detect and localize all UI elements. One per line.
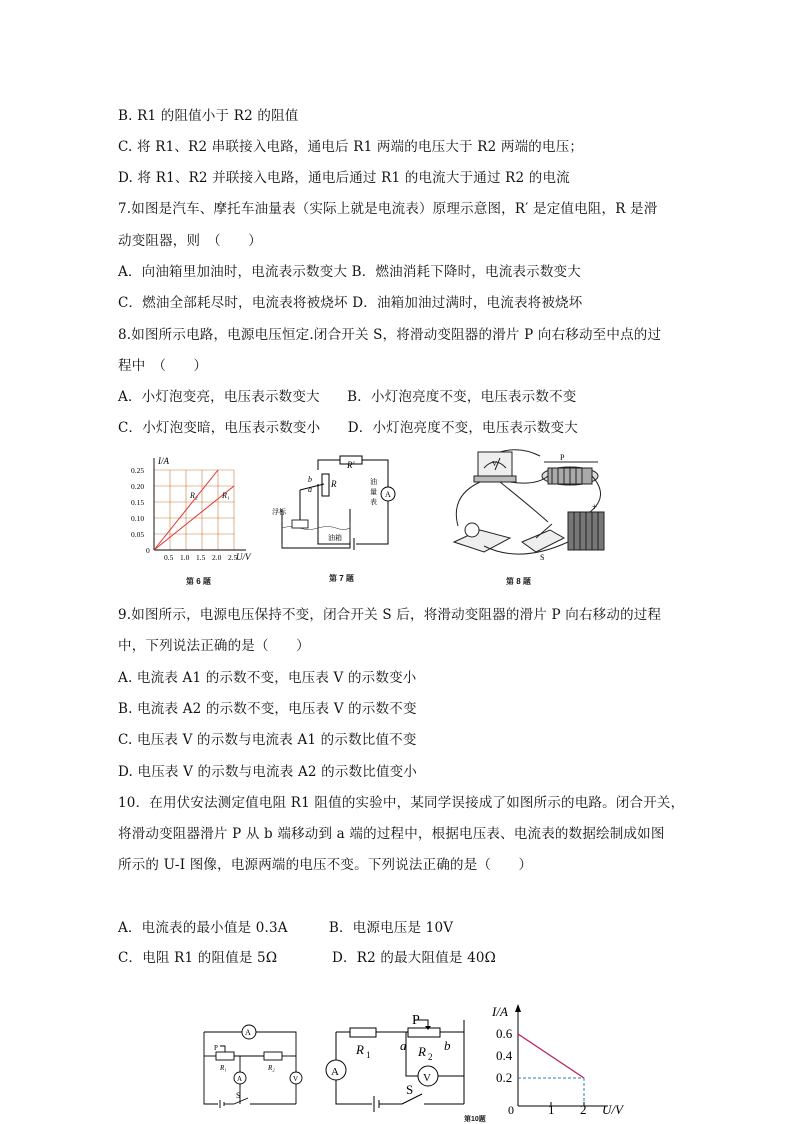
q8-stem-2: 程中 （ ） — [118, 358, 208, 374]
q10-stem-1: 10．在用伏安法测定值电阻 R1 阻值的实验中，某同学误接成了如图所示的电路。闭合开关， — [118, 795, 685, 811]
figure-7 — [270, 454, 410, 572]
y-tick: 0.25 — [131, 466, 145, 475]
q6-option-c: C. 将 R1、R2 串联接入电路，通电后 R1 两端的电压大于 R2 两端的电压； — [118, 139, 584, 155]
q8-options-ab: A．小灯泡变亮，电压表示数变大 B．小灯泡亮度不变，电压表示数不变 — [118, 389, 577, 405]
y-axis-label: I/A — [158, 456, 169, 466]
voltmeter-label: V — [423, 1072, 431, 1084]
q6-option-d: D. 将 R1、R2 并联接入电路，通电后通过 R1 的电流大于通过 R2 的电流 — [118, 170, 570, 186]
x-tick: 0 — [508, 1103, 514, 1116]
x-tick: 1 — [548, 1102, 555, 1116]
q6-option-b: B. R1 的阻值小于 R2 的阻值 — [118, 108, 299, 124]
q9-stem-2: 中，下列说法正确的是（ ） — [118, 638, 310, 654]
r1-subscript: 1 — [366, 1050, 371, 1060]
q7-stem-1: 7.如图是汽车、摩托车油量表（实际上就是电流表）原理示意图，R′ 是定值电阻，R 是滑 — [118, 201, 658, 217]
r2-subscript: 2 — [428, 1052, 433, 1062]
r-prime-label: R′ — [347, 460, 355, 470]
tank-label: 油箱 — [328, 534, 342, 542]
q9-option-c: C. 电压表 V 的示数与电流表 A1 的示数比值不变 — [118, 732, 417, 748]
q9-stem-1: 9.如图所示，电源电压保持不变，闭合开关 S 后，将滑动变阻器的滑片 P 向右移动的过程 — [118, 607, 662, 623]
meter-label: 油 — [370, 478, 377, 486]
x-tick: 0.5 — [164, 553, 174, 562]
a-label: a — [308, 485, 312, 494]
r2-label: R₂ — [190, 491, 198, 500]
float-label: 浮标 — [272, 508, 286, 516]
figure-6 — [128, 452, 258, 577]
q10-stem-3: 所示的 U-I 图像，电源两端的电压不变。下列说法正确的是（ ） — [118, 857, 533, 873]
figure-10-circuit — [322, 1012, 472, 1116]
slider-p-label: P — [214, 1044, 218, 1052]
x-tick: 1.5 — [196, 553, 206, 562]
float-icon — [292, 520, 308, 528]
switch-label: S — [540, 553, 545, 562]
plus-label: + — [592, 502, 598, 512]
x-tick: 2.5 — [228, 553, 238, 562]
r2-label: R — [418, 1044, 426, 1059]
q8-stem-1: 8.如图所示电路，电源电压恒定.闭合开关 S，将滑动变阻器的滑片 P 向右移动至中点的过 — [118, 327, 662, 343]
q10-stem-2: 将滑动变阻器滑片 P 从 b 端移动到 a 端的过程中，根据电压表、电流表的数据绘制成如图 — [118, 826, 665, 842]
r2-label: R₂ — [268, 1064, 275, 1072]
x-axis-label: U/V — [236, 552, 251, 562]
ammeter-label: A — [385, 490, 391, 499]
y-axis-label: I/A — [492, 1004, 508, 1019]
y-tick: 0.6 — [496, 1026, 513, 1041]
y-tick: 0 — [146, 546, 150, 555]
voltmeter-label: V — [492, 460, 498, 468]
y-tick: 0.15 — [131, 498, 145, 507]
b-end-label: b — [444, 1038, 451, 1053]
a-end-label: a — [400, 1038, 407, 1053]
ammeter-label: A — [331, 1066, 339, 1078]
r1-label: R — [356, 1042, 364, 1057]
x-axis-label: U/V — [602, 1102, 623, 1116]
meter-label: 量 — [370, 488, 377, 496]
q7-stem-2: 动变阻器，则 （ ） — [118, 233, 262, 249]
q7-options-ab: A．向油箱里加油时，电流表示数变大 B．燃油消耗下降时，电流表示数变大 — [118, 264, 581, 280]
figure-6-caption: 第 6 题 — [186, 577, 211, 586]
q9-option-a: A. 电流表 A1 的示数不变，电压表 V 的示数变小 — [118, 670, 417, 686]
figure-8-caption: 第 8 题 — [506, 577, 531, 586]
figure-8 — [440, 446, 612, 574]
ammeter-a1-label: A — [245, 1028, 251, 1037]
x-tick: 2 — [580, 1102, 587, 1116]
q10-options-ab: A．电流表的最小值是 0.3A B．电源电压是 10V — [118, 920, 454, 936]
switch-label: S — [236, 1091, 241, 1100]
q7-options-cd: C．燃油全部耗尽时，电流表将被烧坏 D．油箱加油过满时，电流表将被烧坏 — [118, 295, 583, 311]
r1-label: R₁ — [220, 1064, 227, 1072]
q10-options-cd: C．电阻 R1 的阻值是 5Ω D．R2 的最大阻值是 40Ω — [118, 950, 497, 966]
r-label: R — [331, 479, 337, 489]
y-tick: 0.05 — [131, 530, 145, 539]
y-tick: 0.20 — [131, 482, 145, 491]
figure-10-graph — [484, 1000, 634, 1116]
grid — [154, 470, 234, 550]
q9-option-d: D. 电压表 V 的示数与电流表 A2 的示数比值变小 — [118, 764, 418, 780]
figure-9 — [196, 1016, 306, 1116]
x-tick: 1.0 — [180, 553, 190, 562]
slider-p-label: P — [412, 1013, 420, 1028]
y-tick: 0.2 — [496, 1070, 513, 1085]
x-tick: 2.0 — [212, 553, 222, 562]
y-tick: 0.4 — [496, 1048, 513, 1063]
q8-options-cd: C．小灯泡变暗，电压表示数变小 D．小灯泡亮度不变，电压表示数变大 — [118, 420, 578, 436]
b-label: b — [308, 475, 312, 484]
r1-label: R₁ — [222, 491, 230, 500]
y-tick: 0.10 — [131, 514, 145, 523]
meter-label: 表 — [370, 498, 377, 506]
switch-label: S — [406, 1082, 414, 1097]
slider-p-label: P — [560, 453, 565, 462]
ammeter-a2-label: A — [237, 1075, 243, 1083]
u-i-line — [518, 1034, 584, 1078]
voltmeter-label: V — [293, 1075, 299, 1083]
figure-7-caption: 第 7 题 — [329, 574, 354, 583]
figure-10-caption: 第10题 — [464, 1116, 486, 1123]
q9-option-b: B. 电流表 A2 的示数不变，电压表 V 的示数不变 — [118, 701, 417, 717]
